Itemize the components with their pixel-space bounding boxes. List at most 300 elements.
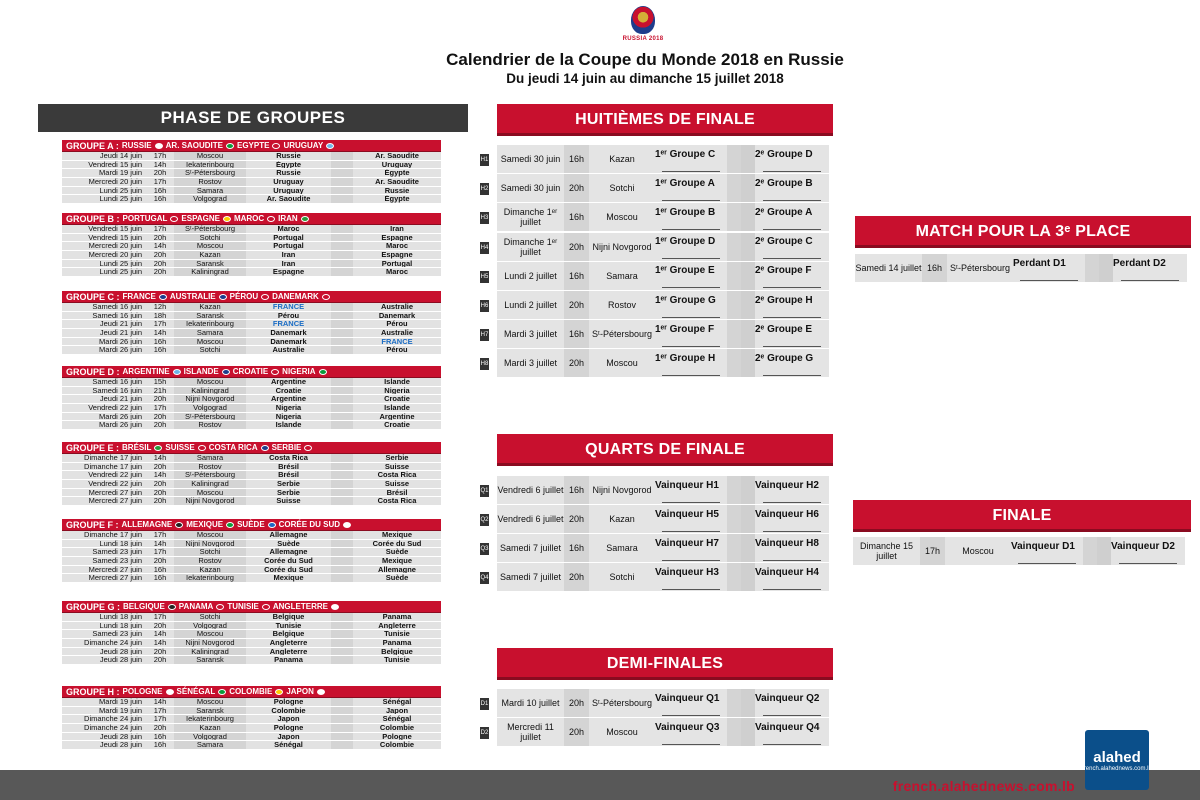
score-cell [727, 262, 741, 290]
score-cell [331, 346, 353, 354]
flag-icon [226, 143, 234, 149]
match-hour: 14h [153, 471, 167, 480]
score-line [763, 200, 821, 201]
match-row [62, 613, 441, 622]
team-home: Belgique [272, 630, 305, 639]
match-city: Kazan [174, 724, 246, 732]
match-date: Lundi 18 juin [99, 621, 142, 630]
score-cell [331, 329, 353, 337]
match-city: Moscou [174, 630, 246, 638]
score-cell [331, 234, 353, 242]
match-number: H7 [480, 329, 489, 341]
match-city: Rostov [174, 463, 246, 471]
match-date: Lundi 2 juillet [504, 300, 557, 310]
group-team-name: PORTUGAL [122, 214, 168, 223]
match-row [62, 421, 441, 430]
match-date: Vendredi 22 juin [88, 471, 142, 480]
match-row [62, 622, 441, 631]
team-away: Suède [385, 548, 409, 557]
match-city: Moscou [174, 531, 246, 539]
match-hour: 20h [153, 557, 167, 565]
match-city: Sᵗ-Pétersbourg [174, 413, 246, 421]
quarterfinal-row [497, 476, 829, 505]
group-label: GROUPE B : [66, 213, 120, 224]
match-hour: 20h [564, 505, 589, 533]
match-city: Sᵗ-Pétersbourg [591, 329, 652, 340]
match-row [62, 178, 441, 187]
match-hour: 16h [153, 741, 167, 750]
match-hour: 14h [153, 454, 167, 462]
score-cell [727, 203, 741, 231]
group-header [62, 291, 441, 303]
match-city: Rostov [174, 557, 246, 565]
match-row [62, 480, 441, 489]
match-hour: 20h [153, 412, 167, 421]
team-away: Allemagne [378, 565, 416, 574]
score-line [662, 375, 720, 376]
match-city: Samara [174, 329, 246, 337]
team-home [655, 262, 727, 290]
score-cell [741, 174, 755, 202]
group-team-name: SUISSE [165, 443, 195, 452]
match-city: Kazan [174, 566, 246, 574]
match-hour: 16h [564, 320, 589, 348]
team-label: Vainqueur H1 [655, 479, 719, 491]
match-number: D1 [480, 698, 489, 710]
group-label: GROUPE C : [66, 291, 120, 302]
team-away [755, 534, 829, 562]
semifinal-row [497, 718, 829, 747]
team-label: 1ᵉʳ Groupe F [655, 323, 715, 335]
flag-icon [159, 294, 167, 300]
match-hour: 17h [153, 548, 167, 557]
score-cell [331, 613, 353, 621]
group-team-name: CROATIE [232, 367, 269, 376]
match-date: Lundi 18 juin [99, 613, 142, 621]
group-phase-header: PHASE DE GROUPES [38, 104, 468, 132]
group-team-name: FRANCE [122, 292, 156, 301]
team-away: Argentine [379, 412, 415, 421]
match-hour: 14h [153, 630, 167, 639]
match-hour: 16h [922, 254, 947, 282]
score-cell [331, 152, 353, 160]
match-date: Dimanche 15 juillet [859, 541, 914, 561]
team-label: 2ᵉ Groupe A [755, 206, 813, 218]
team-away [755, 718, 829, 746]
match-hour: 17h [153, 152, 167, 160]
team-home: Portugal [273, 242, 304, 251]
team-home: Mexique [273, 574, 304, 583]
match-hour: 17h [153, 706, 167, 715]
team-home: Iran [281, 259, 296, 268]
round-of-16-row [497, 320, 829, 349]
team-label: Vainqueur H6 [755, 508, 819, 520]
match-hour: 20h [153, 268, 167, 277]
team-away: Sénégal [382, 715, 412, 724]
score-cell [331, 404, 353, 412]
match-hour: 20h [564, 718, 589, 746]
match-number: Q3 [480, 543, 489, 555]
flag-icon [216, 604, 224, 610]
team-home [655, 291, 727, 319]
round-of-16-row [497, 174, 829, 203]
score-cell [741, 534, 755, 562]
team-label: Perdant D2 [1113, 257, 1166, 269]
team-away: Colombie [379, 724, 415, 732]
team-home: Espagne [272, 268, 305, 277]
score-cell [331, 557, 353, 565]
match-date: Mardi 3 juillet [503, 329, 558, 340]
team-home: Serbie [277, 480, 300, 488]
match-city: Moscou [174, 242, 246, 250]
team-home [655, 145, 727, 173]
match-row [62, 260, 441, 269]
group-team-name: MAROC [233, 214, 265, 223]
score-line [662, 589, 720, 590]
group-header [62, 442, 441, 454]
match-row [62, 733, 441, 742]
flag-icon [223, 216, 231, 222]
round-of-16-row [497, 349, 829, 378]
match-hour: 15h [153, 378, 167, 386]
match-date: Mardi 19 juin [99, 169, 142, 178]
flag-icon [222, 369, 230, 375]
team-home: Tunisie [275, 621, 302, 630]
score-line [1020, 280, 1078, 281]
score-cell [331, 724, 353, 732]
match-date: Samedi 23 juin [92, 548, 142, 557]
team-away: Mexique [381, 531, 412, 539]
score-cell [331, 242, 353, 250]
team-away [755, 476, 829, 504]
team-home: FRANCE [272, 320, 305, 329]
team-away: Espagne [381, 251, 413, 259]
flag-icon [170, 216, 178, 222]
score-cell [331, 338, 353, 346]
match-city: Nijni Novgorod [592, 241, 652, 252]
match-date: Jeudi 28 juin [99, 656, 142, 665]
team-away: Suisse [384, 480, 410, 488]
score-cell [727, 349, 741, 377]
match-city: Moscou [962, 546, 994, 556]
match-city: Iekaterinbourg [174, 161, 246, 169]
match-city: Sotchi [174, 234, 246, 242]
match-city: Nijni Novgorod [174, 540, 246, 548]
team-away: Croatie [384, 395, 410, 404]
team-home: Russie [276, 169, 301, 178]
round-of-16-row [497, 233, 829, 262]
team-away: Pologne [382, 732, 412, 741]
team-home: Corée du Sud [264, 557, 313, 565]
team-away: Sénégal [382, 698, 412, 706]
match-date: Vendredi 15 juin [88, 225, 142, 233]
score-cell [727, 476, 741, 504]
score-cell [727, 145, 741, 173]
score-cell [331, 260, 353, 268]
alahed-brand: alahed [1093, 748, 1141, 766]
match-hour: 17h [153, 613, 167, 621]
match-date: Samedi 7 juillet [499, 543, 562, 553]
score-cell [727, 563, 741, 591]
match-hour: 14h [153, 329, 167, 337]
flag-icon [218, 689, 226, 695]
round-of-16-row [497, 145, 829, 174]
match-date: Dimanche 17 juin [84, 462, 142, 471]
match-hour: 20h [153, 724, 167, 732]
team-label: 2ᵉ Groupe G [755, 352, 814, 364]
match-city: Sotchi [174, 548, 246, 556]
score-cell [331, 378, 353, 386]
team-away: Égypte [384, 195, 410, 204]
match-date: Dimanche 17 juin [84, 531, 142, 539]
group-table [62, 442, 441, 506]
score-cell [331, 480, 353, 488]
team-home: Brésil [278, 462, 299, 471]
page-title: Calendrier de la Coupe du Monde 2018 en Russie [446, 50, 844, 69]
match-date: Mercredi 11 juillet [507, 722, 554, 742]
semifinals-header: DEMI-FINALES [497, 648, 833, 680]
match-row [62, 312, 441, 321]
match-city: Samara [606, 270, 638, 281]
score-cell [331, 630, 353, 638]
team-away: Suède [385, 574, 409, 583]
match-row [62, 404, 441, 413]
group-team-name: EGYPTE [236, 141, 270, 150]
group-team-name: CORÉE DU SUD [278, 520, 340, 529]
flag-icon [317, 689, 325, 695]
match-date: Lundi 25 juin [99, 268, 142, 277]
match-city: Samara [606, 543, 638, 553]
team-home: Islande [275, 421, 302, 430]
score-cell [727, 689, 741, 717]
world-cup-logo [618, 6, 668, 50]
group-team-name: ARGENTINE [122, 367, 170, 376]
match-date: Dimanche 17 juin [84, 454, 142, 462]
group-team-name: RUSSIE [121, 141, 152, 150]
match-row [62, 152, 441, 161]
round-of-16-header: HUITIÈMES DE FINALE [497, 104, 833, 136]
group-label: GROUPE H : [66, 686, 120, 697]
score-cell [331, 471, 353, 479]
team-home: FRANCE [272, 303, 305, 311]
team-home: Égypte [275, 160, 301, 169]
score-cell [331, 225, 353, 233]
footer-url[interactable]: french.alahednews.com.lb [892, 778, 1075, 794]
team-label: 2ᵉ Groupe D [755, 148, 813, 160]
score-cell [331, 178, 353, 186]
match-date: Mardi 26 juin [99, 337, 142, 346]
match-city: Nijni Novgorod [174, 639, 246, 647]
match-hour: 20h [153, 462, 167, 471]
score-line [662, 560, 720, 561]
match-number: H4 [480, 242, 489, 254]
team-label: Vainqueur H8 [755, 537, 819, 549]
team-label: Vainqueur H4 [755, 566, 819, 578]
team-home [1013, 254, 1085, 282]
score-cell [331, 320, 353, 328]
final-header: FINALE [853, 500, 1191, 532]
team-label: Vainqueur Q2 [755, 692, 820, 704]
match-date: Mercredi 20 juin [88, 178, 142, 186]
score-line [763, 346, 821, 347]
match-date: Jeudi 28 juin [99, 647, 142, 656]
team-label: Vainqueur Q1 [655, 692, 720, 704]
match-city: Saransk [174, 260, 246, 268]
score-line [1018, 563, 1076, 564]
score-cell [1085, 254, 1099, 282]
score-cell [727, 718, 741, 746]
match-date: Samedi 16 juin [92, 386, 142, 395]
match-hour: 17h [153, 225, 167, 233]
match-date: Mardi 26 juin [99, 421, 142, 430]
match-row [62, 574, 441, 583]
match-hour: 17h [153, 320, 167, 329]
match-date: Samedi 30 juin [500, 183, 561, 194]
group-team-name: SUÈDE [237, 520, 265, 529]
match-hour: 16h [564, 476, 589, 504]
team-label: Vainqueur H3 [655, 566, 719, 578]
quarterfinals-header: QUARTS DE FINALE [497, 434, 833, 466]
quarterfinal-row [497, 505, 829, 534]
team-away: Pérou [386, 320, 408, 329]
match-city: Samara [174, 454, 246, 462]
match-hour: 20h [564, 349, 589, 377]
team-home: Uruguay [273, 178, 304, 186]
match-city: Sᵗ-Pétersbourg [174, 169, 246, 177]
match-hour: 16h [153, 565, 167, 574]
team-label: 2ᵉ Groupe H [755, 294, 813, 306]
third-place-header: MATCH POUR LA 3ᵉ PLACE [855, 216, 1191, 248]
match-date: Jeudi 14 juin [99, 152, 142, 160]
match-city: Kazan [174, 251, 246, 259]
match-hour: 12h [153, 303, 167, 311]
match-city: Iekaterinbourg [174, 715, 246, 723]
team-label: Vainqueur H2 [755, 479, 819, 491]
team-home [655, 233, 727, 261]
match-row [62, 303, 441, 312]
score-cell [331, 715, 353, 723]
score-cell [331, 540, 353, 548]
match-city: Sᵗ-Pétersbourg [591, 698, 652, 708]
team-away [755, 203, 829, 231]
match-city: Moscou [606, 212, 638, 223]
match-date: Samedi 16 juin [92, 303, 142, 311]
match-row [62, 413, 441, 422]
score-line [763, 287, 821, 288]
match-city: Kazan [609, 514, 635, 524]
score-cell [727, 233, 741, 261]
team-home [655, 174, 727, 202]
score-cell [1083, 537, 1097, 565]
third-place-row [855, 254, 1187, 283]
score-cell [331, 656, 353, 664]
team-home: Suisse [276, 497, 301, 506]
final-row [853, 537, 1185, 566]
team-away: Uruguay [381, 160, 413, 169]
match-hour: 20h [153, 169, 167, 178]
score-cell [331, 698, 353, 706]
flag-icon [154, 445, 162, 451]
score-cell [741, 563, 755, 591]
match-hour: 20h [564, 233, 589, 261]
match-row [62, 639, 441, 648]
match-city: Sᵗ-Pétersbourg [949, 263, 1010, 273]
score-cell [331, 548, 353, 556]
score-line [763, 589, 821, 590]
match-city: Kaliningrad [174, 648, 246, 656]
score-cell [331, 531, 353, 539]
team-home: Pologne [273, 698, 304, 706]
match-row [62, 338, 441, 347]
match-date: Samedi 23 juin [92, 557, 142, 565]
group-header [62, 366, 441, 378]
match-hour: 20h [153, 656, 167, 665]
team-home: Uruguay [273, 186, 304, 195]
team-away: Panama [382, 639, 412, 647]
group-header [62, 213, 441, 225]
team-away: Serbie [385, 454, 409, 462]
match-city: Iekaterinbourg [174, 574, 246, 582]
team-label: 1ᵉʳ Groupe B [655, 206, 716, 218]
group-team-name: ANGLETERRE [272, 602, 328, 611]
score-line [662, 531, 720, 532]
score-cell [741, 203, 755, 231]
match-date: Jeudi 28 juin [99, 741, 142, 750]
team-away: Ar. Saoudite [375, 178, 419, 186]
score-cell [727, 291, 741, 319]
match-date: Mercredi 27 juin [88, 574, 142, 583]
match-row [62, 648, 441, 657]
team-home: Angleterre [269, 639, 308, 647]
score-cell [331, 463, 353, 471]
match-date: Samedi 7 juillet [499, 572, 562, 582]
score-cell [727, 174, 741, 202]
match-hour: 17h [153, 715, 167, 724]
team-home: Nigeria [275, 404, 302, 412]
score-line [763, 317, 821, 318]
team-away: Danemark [378, 311, 416, 320]
match-row [62, 489, 441, 498]
match-date: Samedi 16 juin [92, 378, 142, 386]
flag-icon [331, 604, 339, 610]
match-city: Nijni Novgorod [592, 485, 652, 495]
team-home: Croatie [275, 386, 302, 395]
team-home [655, 476, 727, 504]
match-hour: 14h [153, 539, 167, 548]
match-date: Samedi 16 juin [92, 311, 142, 320]
group-label: GROUPE D : [66, 366, 120, 377]
team-home: Danemark [270, 329, 307, 337]
score-line [1119, 563, 1177, 564]
group-team-name: JAPON [286, 687, 314, 696]
team-home [655, 320, 727, 348]
flag-icon [301, 216, 309, 222]
match-row [62, 169, 441, 178]
group-header [62, 601, 441, 613]
match-row [62, 378, 441, 387]
score-cell [331, 707, 353, 715]
match-number: H1 [480, 154, 489, 166]
score-cell [331, 161, 353, 169]
team-away [755, 505, 829, 533]
match-date: Dimanche 24 juin [84, 724, 142, 732]
team-home: Ar. Saoudite [266, 195, 311, 204]
group-team-name: SÉNÉGAL [176, 687, 216, 696]
team-home [655, 505, 727, 533]
score-cell [331, 413, 353, 421]
team-away: Tunisie [384, 630, 410, 639]
flag-icon [267, 216, 275, 222]
